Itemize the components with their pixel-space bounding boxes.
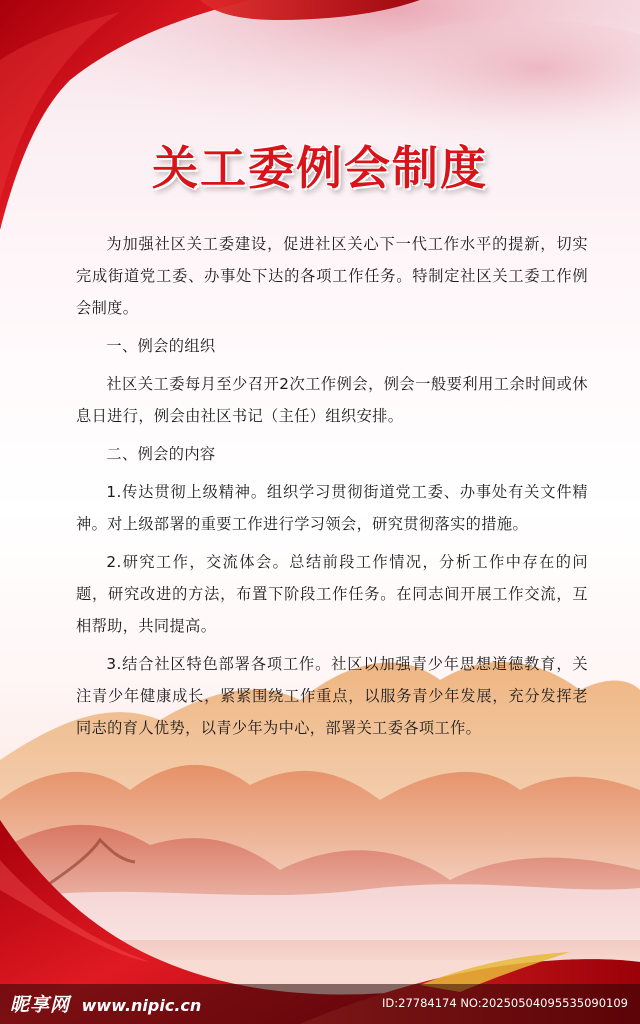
intro-paragraph: 为加强社区关工委建设，促进社区关心下一代工作水平的提新，切实完成街道党工委、办事处下达的各项工作任务。特制定社区关工委工作例会制度。 bbox=[76, 235, 588, 317]
page-title: 关工委例会制度 bbox=[152, 141, 488, 195]
watermark-logo bbox=[10, 990, 201, 1017]
content-item-3: 3.结合社区特色部署各项工作。社区以加强青少年思想道德教育，关注青少年健康成长，紧紧围绕工作重点，以服务青少年发展，充分发挥老同志的育人优势，以青少年为中心，部署关工委各项工作。 bbox=[76, 655, 588, 737]
section-heading-content: 二、例会的内容 bbox=[106, 445, 216, 463]
watermark-site: www.nipic.cn bbox=[81, 996, 202, 1015]
content-item-1: 1.传达贯彻上级精神。组织学习贯彻街道党工委、办事处有关文件精神。对上级部署的重要工作进行学习领会，研究贯彻落实的措施。 bbox=[76, 483, 588, 533]
content-body bbox=[76, 228, 588, 750]
section-heading-organization: 一、例会的组织 bbox=[106, 337, 216, 355]
organization-paragraph: 社区关工委每月至少召开2次工作例会，例会一般要利用工余时间或休息日进行，例会由社区书记（主任）组织安排。 bbox=[76, 375, 588, 425]
watermark-logo-text: 昵享网 bbox=[10, 994, 71, 1016]
watermark-bar bbox=[0, 984, 640, 1024]
watermark-id: ID:27784174 NO:20250504095535090109 bbox=[382, 996, 628, 1010]
content-item-2: 2.研究工作，交流体会。总结前段工作情况，分析工作中存在的问题，研究改进的方法，布置下阶段工作任务。在同志间开展工作交流，互相帮助，共同提高。 bbox=[76, 553, 588, 635]
